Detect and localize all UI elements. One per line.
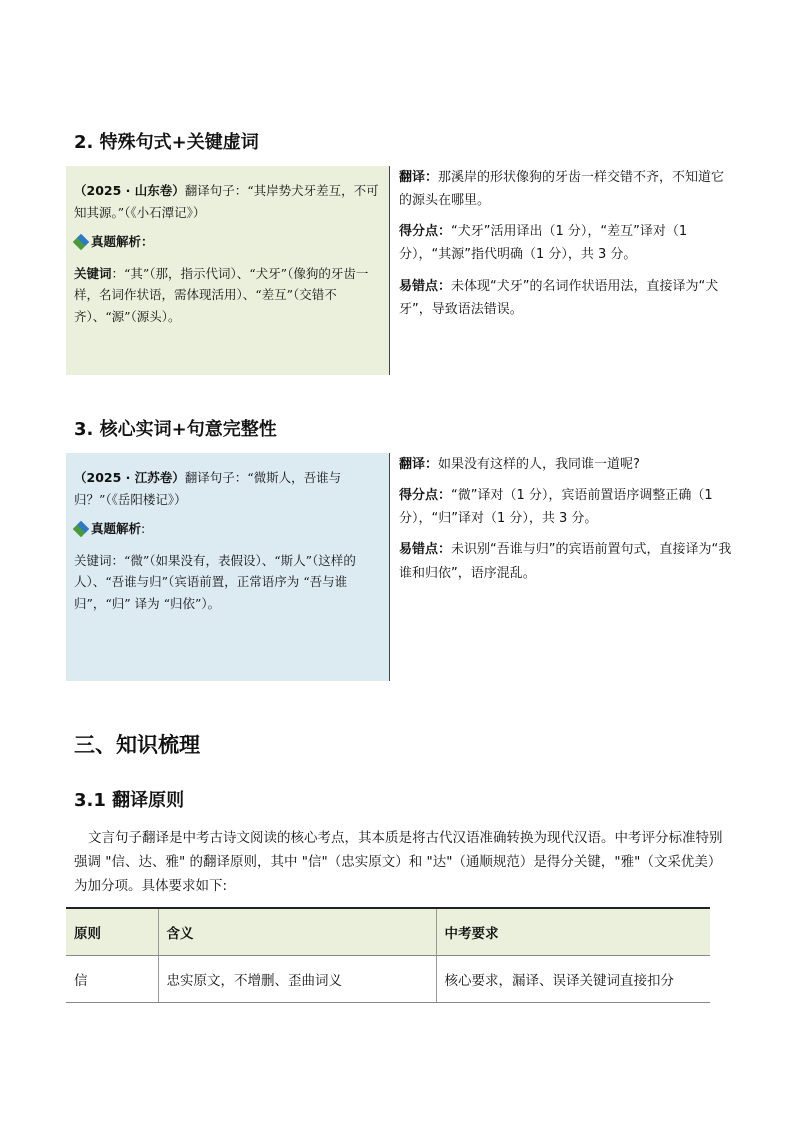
cell-principle: 信 (66, 956, 158, 1003)
analysis-label: 真题解析 (91, 521, 142, 536)
diamond-icon (74, 235, 88, 249)
analysis-heading (74, 518, 381, 540)
table-row (66, 956, 710, 1003)
translation (399, 453, 736, 476)
body-paragraph: 文言句子翻译是中考古诗文阅读的核心考点，其本质是将古代汉语准确转换为现代汉语。中考评分标准特别强调 "信、达、雅" 的翻译原则，其中 "信"（忠实原文）和 "达"（通顺规范）是得分关键，"雅"（文采优美）为加分项。具体要求如下: (74, 830, 723, 895)
translation-body: 那溪岸的形状像狗的牙齿一样交错不齐，不知道它的源头在哪里。 (399, 170, 725, 209)
header-principle: 原则 (66, 908, 158, 956)
error-body: 未体现“犬牙”的名词作状语用法，直接译为“犬牙”，导致语法错误。 (399, 278, 719, 317)
analysis-label: 真题解析： (91, 234, 154, 249)
score-points (399, 484, 736, 530)
analysis-heading (74, 231, 381, 253)
answer-panel (390, 453, 736, 681)
error-body: 未识别“吾谁与归”的宾语前置句式，直接译为“我谁和归依”，语序混乱。 (399, 542, 732, 581)
section-heading-3: 3. 核心实词+句意完整性 (74, 419, 277, 440)
keyword-text: 关键词：“微”（如果没有，表假设）、“斯人”（这样的人）、“吾谁与归”（宾语前置，正常语序为 “吾与谁归”，“归” 译为 “归依”）。 (74, 552, 356, 611)
question-panel (66, 453, 390, 681)
cell-requirement: 核心要求，漏译、误译关键词直接扣分 (436, 956, 710, 1003)
question-source: （2025 · 山东卷） (74, 183, 185, 198)
score-body: “微”译对（1 分），宾语前置语序调整正确（1 分），“归”译对（1 分），共 3 分。 (399, 488, 713, 527)
cell-meaning: 忠实原文，不增删、歪曲词义 (158, 956, 436, 1003)
keyword-text (74, 263, 381, 328)
question-text (74, 180, 381, 223)
translation-body: 如果没有这样的人，我同谁一道呢? (438, 457, 640, 472)
answer-panel (390, 166, 736, 375)
error-points (399, 538, 736, 584)
error-label: 易错点： (399, 542, 452, 558)
error-label: 易错点： (399, 278, 452, 294)
principles-table (66, 907, 710, 1003)
analysis-colon: : (141, 521, 146, 536)
question-block-2 (66, 166, 736, 375)
header-meaning: 含义 (158, 908, 436, 956)
score-label: 得分点： (399, 224, 452, 240)
chapter-heading: 三、知识梳理 (74, 733, 200, 757)
keyword-label: 关键词 (74, 265, 112, 281)
question-panel (66, 166, 390, 375)
question-text (74, 467, 381, 510)
header-requirement: 中考要求 (436, 908, 710, 956)
question-block-3 (66, 453, 736, 681)
score-points (399, 220, 736, 266)
question-body: 翻译句子：“其岸势犬牙差互，不可知其源。”（《小石潭记》） (74, 183, 379, 220)
error-points (399, 275, 736, 321)
diamond-icon (74, 522, 88, 536)
question-source: （2025 · 江苏卷） (74, 470, 185, 485)
keyword-body: ：“其”（那，指示代词）、“犬牙”（像狗的牙齿一样，名词作状语，需体现活用）、“差互”（交错不齐）、“源”（源头）。 (74, 265, 369, 324)
question-body: 翻译句子：“微斯人，吾谁与归？”（《岳阳楼记》） (74, 470, 342, 507)
score-body: “犬牙”活用译出（1 分），“差互”译对（1 分），“其源”指代明确（1 分），共 3 分。 (399, 224, 688, 263)
table-header-row (66, 908, 710, 956)
sub-heading: 3.1 翻译原则 (74, 790, 185, 811)
translation-label: 翻译： (399, 457, 439, 472)
section-heading-2: 2. 特殊句式+关键虚词 (74, 132, 259, 153)
score-label: 得分点： (399, 488, 452, 504)
translation-label: 翻译： (399, 170, 439, 185)
translation (399, 166, 736, 212)
